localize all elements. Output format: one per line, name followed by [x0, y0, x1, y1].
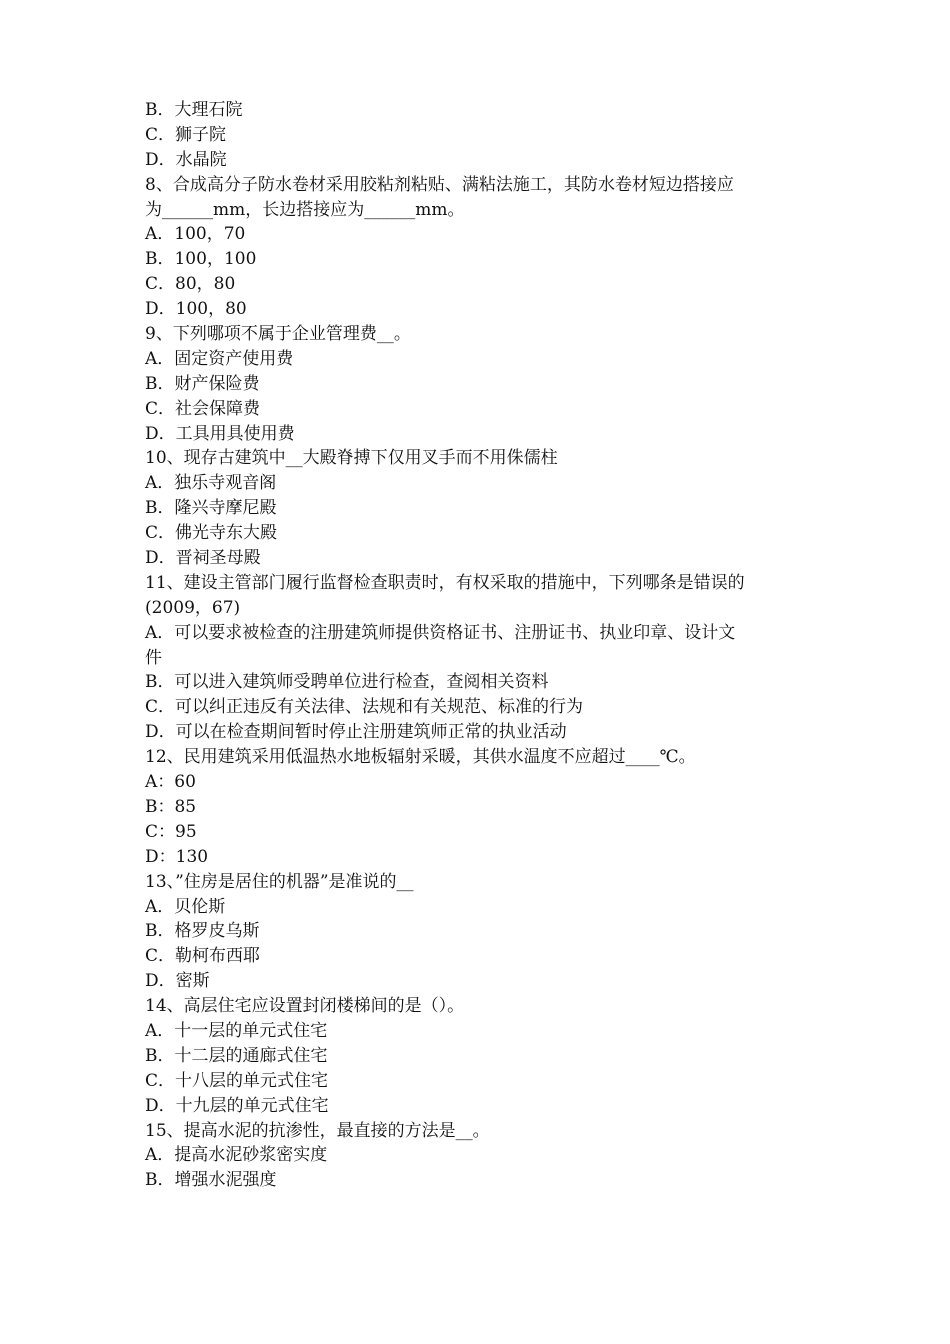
text-line: C．可以纠正违反有关法律、法规和有关规范、标准的行为 — [145, 697, 584, 718]
text-line: A．100，70 — [145, 224, 246, 245]
text-line: A．提高水泥砂浆密实度 — [145, 1145, 328, 1166]
text-line: B．财产保险费 — [145, 373, 260, 394]
text-line: B．大理石院 — [145, 100, 243, 120]
question-10-text: 10、现存古建筑中__大殿脊搏下仅用叉手而不用侏儒柱 — [145, 448, 558, 469]
text-line: D．十九层的单元式住宅 — [145, 1095, 329, 1116]
text-line: D．100，80 — [145, 299, 247, 320]
text-line: C．80，80 — [145, 274, 236, 295]
text-line: B．十二层的通廊式住宅 — [145, 1045, 328, 1066]
text-line: B．增强水泥强度 — [145, 1170, 277, 1191]
text-line: C．勒柯布西耶 — [145, 946, 261, 967]
question-9-text: 9、下列哪项不属于企业管理费__。 — [145, 324, 411, 345]
question-8-text-cont: 为______mm，长边搭接应为______mm。 — [145, 199, 465, 220]
text-line: B：85 — [145, 796, 197, 817]
question-11-text-cont: (2009，67) — [145, 597, 241, 618]
text-line: C．十八层的单元式住宅 — [145, 1070, 329, 1091]
text-line: C：95 — [145, 821, 197, 842]
text-line: A．独乐寺观音阁 — [145, 473, 277, 494]
text-line: A．可以要求被检查的注册建筑师提供资格证书、注册证书、执业印章、设计文 — [145, 622, 736, 643]
text-line: C．社会保障费 — [145, 398, 261, 419]
text-line: A．固定资产使用费 — [145, 348, 294, 369]
text-line: A．贝伦斯 — [145, 896, 226, 917]
question-8-text: 8、合成高分子防水卷材采用胶粘剂粘贴、满粘法施工，其防水卷材短边搭接应 — [145, 174, 734, 195]
text-line: B．可以进入建筑师受聘单位进行检查，查阅相关资料 — [145, 672, 549, 693]
text-line: B．格罗皮乌斯 — [145, 921, 260, 942]
question-12-text: 12、民用建筑采用低温热水地板辐射采暖，其供水温度不应超过____℃。 — [145, 747, 696, 768]
question-15-text: 15、提高水泥的抗渗性，最直接的方法是__。 — [145, 1120, 490, 1141]
text-line: C．狮子院 — [145, 124, 227, 145]
text-line: D．水晶院 — [145, 149, 227, 170]
text-line: D．工具用具使用费 — [145, 423, 295, 444]
document-body — [145, 98, 815, 1193]
text-line: A．十一层的单元式住宅 — [145, 1020, 328, 1041]
text-line: D．晋祠圣母殿 — [145, 548, 261, 569]
text-line: A：60 — [145, 772, 196, 793]
text-line: 件 — [145, 647, 162, 668]
text-line: D．可以在检查期间暂时停止注册建筑师正常的执业活动 — [145, 722, 567, 743]
text-line: D．密斯 — [145, 971, 210, 992]
text-line: B．隆兴寺摩尼殿 — [145, 498, 277, 519]
text-line: C．佛光寺东大殿 — [145, 523, 278, 544]
question-14-text: 14、高层住宅应设置封闭楼梯间的是（）。 — [145, 996, 465, 1017]
text-line: D：130 — [145, 846, 209, 867]
question-13-text: 13、”住房是居住的机器”是准说的__ — [145, 871, 414, 892]
text-line: B．100，100 — [145, 249, 257, 270]
question-11-text: 11、建设主管部门履行监督检查职责时，有权采取的措施中，下列哪条是错误的 — [145, 572, 745, 593]
